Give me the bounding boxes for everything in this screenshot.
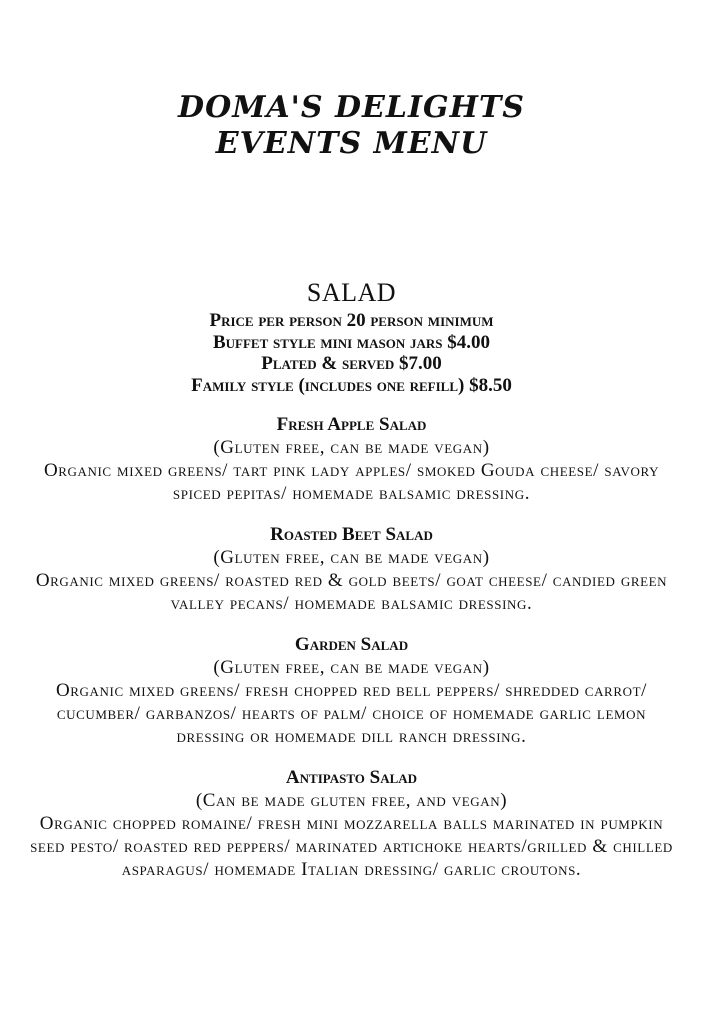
item-description: Organic chopped romaine/ fresh mini mozzarella balls marinated in pumpkin seed pesto/ roasted red peppers/ marinated artichoke hearts/grilled & chilled asparagus/ homemade Italian dressing/ garlic croutons.	[30, 813, 673, 880]
item-dietary-note: (Gluten free, can be made vegan)	[213, 437, 490, 458]
item-name: Antipasto Salad	[285, 767, 418, 788]
menu-item	[0, 766, 703, 881]
item-dietary-note: (Can be made gluten free, and vegan)	[195, 790, 508, 811]
item-description: Organic mixed greens/ roasted red & gold beets/ goat cheese/ candied green valley pecans/ homemade balsamic dressing.	[35, 570, 668, 614]
menu-items	[0, 413, 703, 881]
item-name: Garden Salad	[294, 634, 409, 655]
item-description: Organic mixed greens/ tart pink lady apples/ smoked Gouda cheese/ savory spiced pepitas/ homemade balsamic dressing.	[43, 460, 660, 504]
menu-title	[0, 90, 703, 162]
section-heading: SALAD	[306, 278, 397, 307]
pricing-line-family: Family style (includes one refill) $8.50	[191, 374, 512, 396]
item-name: Fresh Apple Salad	[276, 414, 427, 435]
item-dietary-note: (Gluten free, can be made vegan)	[213, 657, 490, 678]
menu-item	[0, 633, 703, 748]
item-description: Organic mixed greens/ fresh chopped red bell peppers/ shredded carrot/ cucumber/ garbanzos/ hearts of palm/ choice of homemade garlic lemon dressing or homemade dill ranch dressing.	[55, 680, 648, 747]
pricing-line-minimum: Price per person 20 person minimum	[209, 310, 494, 331]
item-name: Roasted Beet Salad	[270, 524, 433, 545]
item-dietary-note: (Gluten free, can be made vegan)	[213, 547, 490, 568]
salad-section	[0, 276, 703, 899]
menu-title-line-2: EVENTS MENU	[215, 126, 488, 161]
menu-item	[0, 413, 703, 505]
menu-item	[0, 523, 703, 615]
menu-title-line-1: DOMA'S DELIGHTS	[178, 90, 525, 125]
pricing-info	[0, 310, 703, 396]
pricing-line-plated: Plated & served $7.00	[261, 353, 442, 374]
pricing-line-buffet: Buffet style mini mason jars $4.00	[212, 331, 491, 353]
